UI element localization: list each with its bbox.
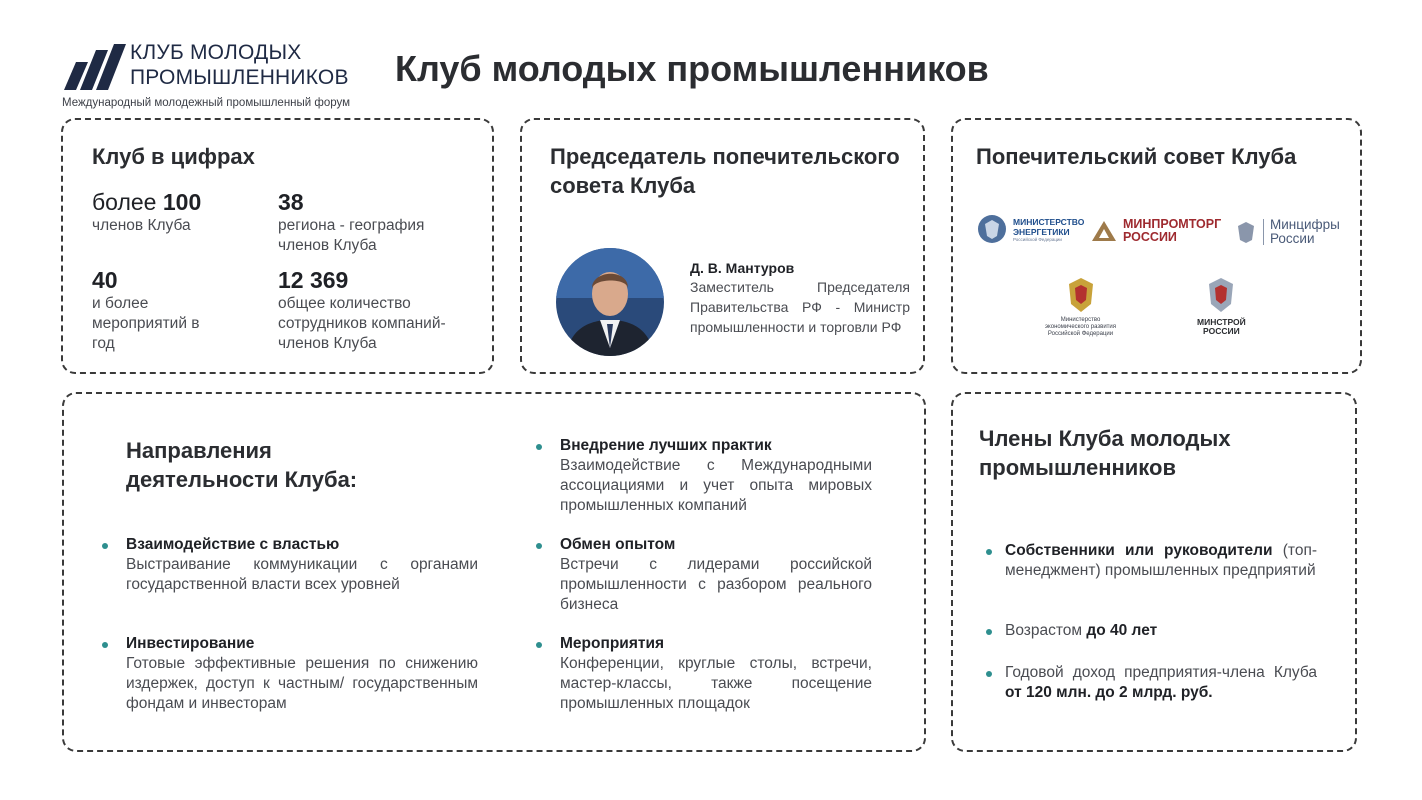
- direction-title: Внедрение лучших практик: [560, 437, 772, 454]
- members-card-title: Члены Клуба молодых промышленников: [979, 426, 1231, 480]
- stats-card: [61, 118, 494, 374]
- mintsifry-line2: России: [1270, 231, 1315, 246]
- bullet-icon: [536, 543, 542, 549]
- direction-item: [126, 634, 478, 714]
- page-title: Клуб молодых промышленников: [395, 48, 989, 89]
- member-criterion: [1005, 621, 1317, 641]
- minpromtorg-line1: МИНПРОМТОРГ: [1123, 217, 1222, 231]
- direction-text: Готовые эффективные решения по снижению издержек, доступ к частным/ государственным фондам и инвесторам: [126, 655, 478, 712]
- direction-item: [560, 535, 872, 615]
- chairman-name: Д. В. Мантуров: [690, 260, 795, 276]
- board-card: [951, 118, 1362, 374]
- chairman-role: Заместитель Председателя Правительства РФ - Министр промышленности и торговли РФ: [690, 279, 910, 335]
- board-card-title: Попечительский совет Клуба: [976, 144, 1297, 169]
- ministry-energy-line2: ЭНЕРГЕТИКИ: [1013, 226, 1070, 237]
- members-card: [951, 392, 1357, 752]
- direction-title: Мероприятия: [560, 635, 665, 652]
- direction-text: Конференции, круглые столы, встречи, мастер-классы, также посещение промышленных площадок: [560, 655, 872, 712]
- stat-employees: [278, 266, 490, 354]
- ministry-energy-line1: МИНИСТЕРСТВО: [1013, 216, 1085, 227]
- member-criterion-bold: до 40 лет: [1086, 622, 1158, 639]
- ministry-economy-line1: Министерство: [1060, 317, 1101, 323]
- stat-events-label: и более мероприятий в год: [92, 295, 200, 352]
- direction-title: Обмен опытом: [560, 536, 676, 553]
- member-criterion: [1005, 541, 1317, 581]
- emblem-icon: [1203, 276, 1239, 314]
- bullet-icon: [986, 671, 992, 677]
- stats-card-title: Клуб в цифрах: [92, 144, 255, 169]
- stat-employees-label: общее количество сотрудников компаний-членов Клуба: [278, 295, 446, 352]
- stat-members-prefix: более: [92, 189, 163, 215]
- bullet-icon: [102, 642, 108, 648]
- minstroy-line2: РОССИИ: [1203, 326, 1240, 336]
- directions-card: [62, 392, 926, 752]
- stat-members: [92, 188, 262, 236]
- member-criterion-text: (топ-менеджмент) промышленных предприятий: [1005, 542, 1317, 579]
- ministry-energy-logo: [977, 214, 1084, 244]
- minpromtorg-line2: РОССИИ: [1123, 230, 1177, 244]
- minstroy-line1: МИНСТРОЙ: [1197, 317, 1246, 327]
- stat-events-value: 40: [92, 267, 118, 293]
- direction-title: Инвестирование: [126, 635, 255, 652]
- ministry-energy-line3: Российской Федерации: [1013, 236, 1062, 242]
- bullet-icon: [986, 629, 992, 635]
- chairman-card: [520, 118, 925, 374]
- bullet-icon: [986, 549, 992, 555]
- bullet-icon: [536, 642, 542, 648]
- mintsifry-logo: [1235, 218, 1340, 246]
- person-portrait-icon: [556, 248, 664, 356]
- club-logo-name-line2: ПРОМЫШЛЕННИКОВ: [130, 66, 349, 89]
- minstroy-logo: [1197, 276, 1246, 336]
- club-logo-name: [130, 40, 349, 90]
- direction-title: Взаимодействие с властью: [126, 536, 340, 553]
- direction-item: [560, 634, 872, 714]
- stat-regions-value: 38: [278, 189, 304, 215]
- ministry-economy-line2: экономического развития: [1045, 324, 1117, 330]
- member-criterion-bold: Собственники или руководители: [1005, 542, 1273, 559]
- ministry-economy-logo: [1045, 276, 1116, 338]
- minpromtorg-logo: [1091, 218, 1221, 244]
- chairman-photo: [556, 248, 664, 356]
- mintsifry-line1: Минцифры: [1270, 217, 1340, 232]
- member-criterion: [1005, 663, 1317, 703]
- member-criterion-text: Возрастом: [1005, 622, 1087, 639]
- stat-employees-value: 12 369: [278, 267, 349, 293]
- emblem-icon: [977, 214, 1007, 244]
- stat-events: [92, 266, 222, 354]
- bullet-icon: [536, 444, 542, 450]
- direction-text: Взаимодействие с Международными ассоциациями и учет опыта мировых промышленных компаний: [560, 457, 872, 514]
- direction-item: [560, 436, 872, 516]
- stat-members-label: членов Клуба: [92, 217, 191, 234]
- direction-item: [126, 535, 478, 595]
- club-logo: [62, 40, 412, 112]
- forum-subtitle: Международный молодежный промышленный форум: [62, 97, 351, 109]
- emblem-icon: [1063, 276, 1099, 314]
- stat-members-value: 100: [162, 189, 202, 215]
- stat-regions-label: региона - география членов Клуба: [278, 217, 425, 254]
- direction-text: Встречи с лидерами российской промышленности с разбором реального бизнеса: [560, 556, 872, 613]
- direction-text: Выстраивание коммуникации с органами государственной власти всех уровней: [126, 556, 478, 593]
- club-logo-name-line1: КЛУБ МОЛОДЫХ: [130, 41, 302, 64]
- directions-card-title: Направления деятельности Клуба:: [126, 438, 358, 492]
- member-criterion-bold: от 120 млн. до 2 млрд. руб.: [1005, 684, 1213, 701]
- minpromtorg-logo-icon: [1091, 220, 1117, 242]
- chairman-card-title: Председатель попечительского совета Клуба: [550, 144, 900, 198]
- emblem-icon: [1235, 220, 1257, 244]
- member-criterion-text: Годовой доход предприятия-члена Клуба: [1005, 664, 1317, 681]
- bullet-icon: [102, 543, 108, 549]
- club-logo-mark-icon: [62, 44, 126, 90]
- stat-regions: [278, 188, 468, 256]
- ministry-economy-line3: Российской Федерации: [1047, 331, 1114, 337]
